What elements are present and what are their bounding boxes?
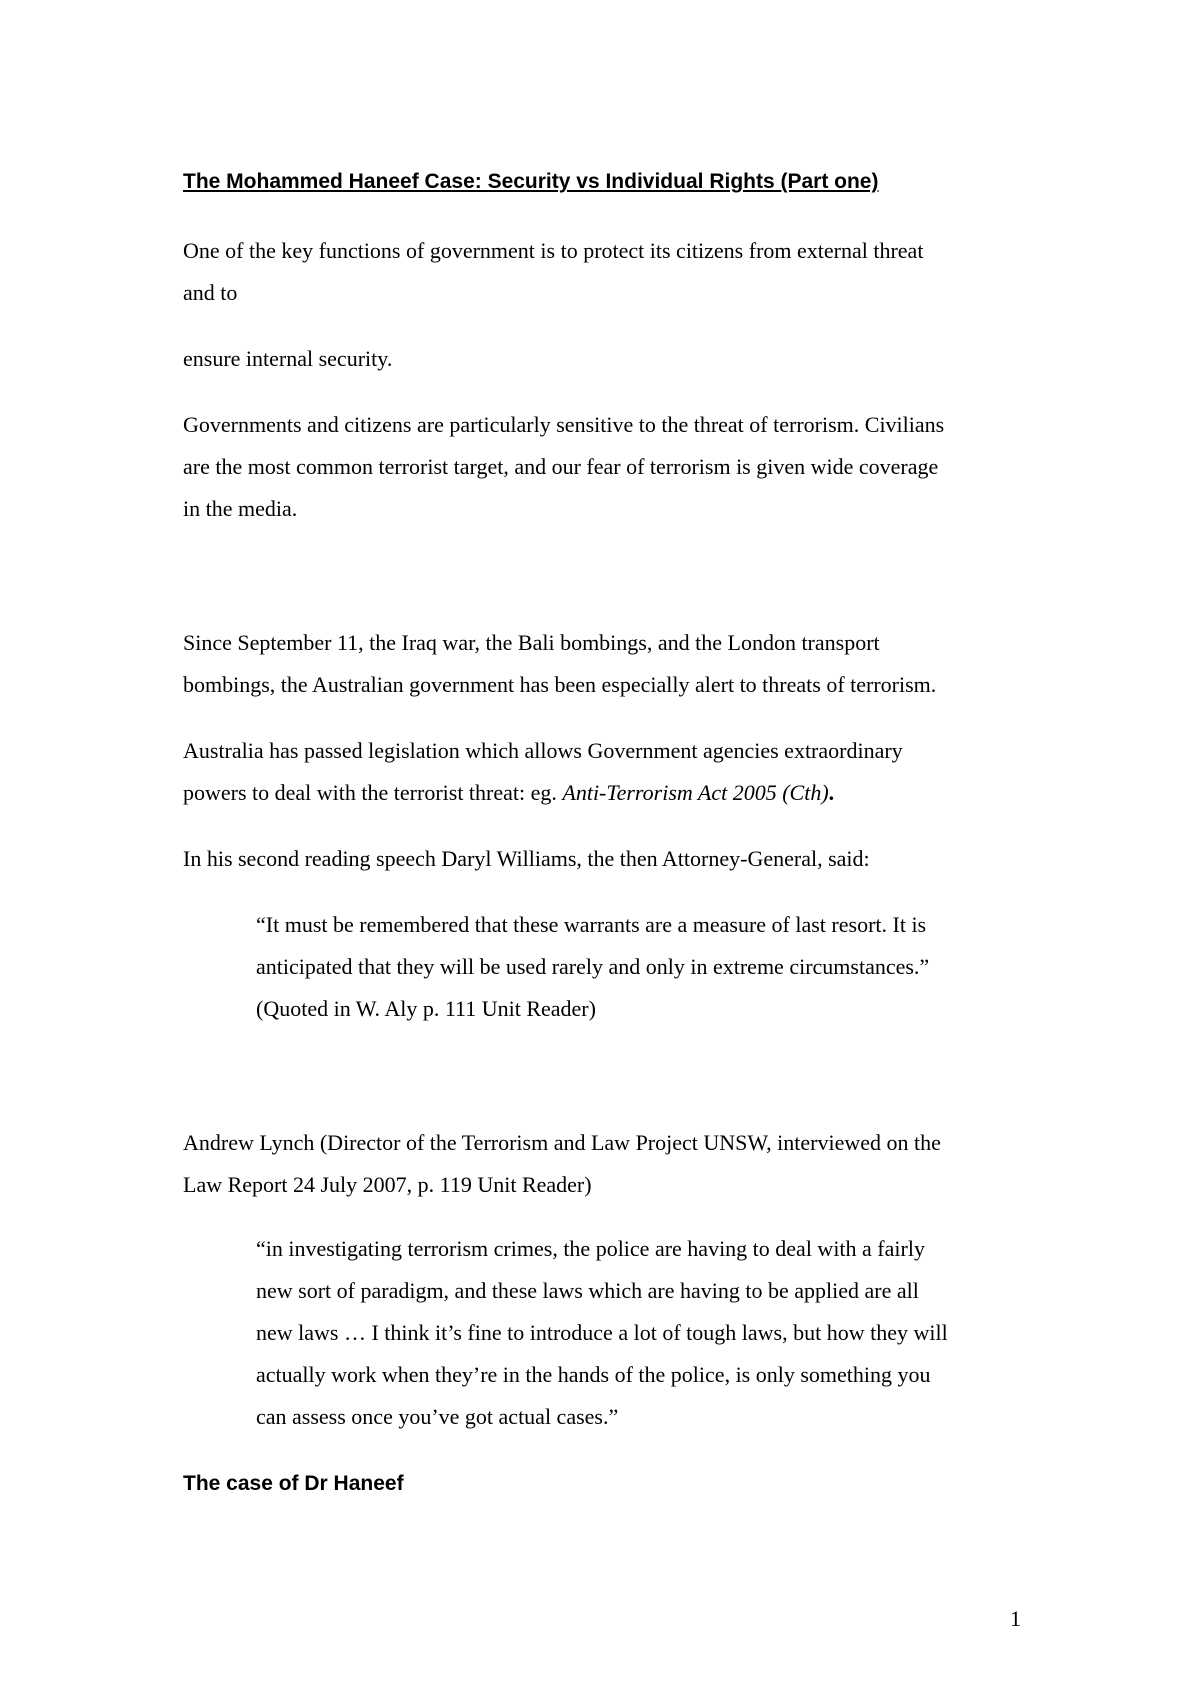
- paragraph-4: [183, 622, 936, 706]
- paragraph-1: [183, 230, 923, 314]
- quote-lynch: [256, 1228, 948, 1438]
- paragraph-5: [183, 730, 903, 814]
- paragraph-1-line-2: and to: [183, 280, 238, 305]
- paragraph-2-line-1: ensure internal security.: [183, 346, 393, 371]
- paragraph-6-line-1: In his second reading speech Daryl Williams, the then Attorney-General, said:: [183, 846, 870, 871]
- paragraph-3-line-3: in the media.: [183, 496, 298, 521]
- paragraph-7: [183, 1122, 941, 1206]
- paragraph-7-line-2: Law Report 24 July 2007, p. 119 Unit Reader): [183, 1172, 592, 1197]
- paragraph-5-line-2-suffix: .: [828, 780, 835, 805]
- quote-2-line-4: actually work when they’re in the hands of the police, is only something you: [256, 1362, 931, 1387]
- act-citation: Anti-Terrorism Act 2005 (Cth): [562, 780, 829, 805]
- page-number: 1: [1010, 1606, 1021, 1631]
- quote-1-line-3: (Quoted in W. Aly p. 111 Unit Reader): [256, 996, 596, 1021]
- paragraph-5-line-1: Australia has passed legislation which allows Government agencies extraordinary: [183, 738, 903, 763]
- document-title-block: [183, 170, 878, 194]
- paragraph-4-line-2: bombings, the Australian government has been especially alert to threats of terrorism.: [183, 672, 937, 697]
- paragraph-6: [183, 838, 870, 880]
- paragraph-4-line-1: Since September 11, the Iraq war, the Bali bombings, and the London transport: [183, 630, 880, 655]
- paragraph-7-line-1: Andrew Lynch (Director of the Terrorism and Law Project UNSW, interviewed on the: [183, 1130, 941, 1155]
- quote-1-line-2: anticipated that they will be used rarely and only in extreme circumstances.”: [256, 954, 930, 979]
- section-heading: The case of Dr Haneef: [183, 1472, 404, 1495]
- document-title: The Mohammed Haneef Case: Security vs Individual Rights (Part one): [183, 170, 879, 193]
- paragraph-3: [183, 404, 944, 530]
- paragraph-3-line-2: are the most common terrorist target, and our fear of terrorism is given wide coverage: [183, 454, 939, 479]
- quote-1-line-1: “It must be remembered that these warrants are a measure of last resort. It is: [256, 912, 927, 937]
- quote-2-line-2: new sort of paradigm, and these laws which are having to be applied are all: [256, 1278, 919, 1303]
- quote-2-line-3: new laws … I think it’s fine to introduce a lot of tough laws, but how they will: [256, 1320, 948, 1345]
- paragraph-1-line-1: One of the key functions of government is to protect its citizens from external threat: [183, 238, 924, 263]
- quote-williams: [256, 904, 929, 1030]
- section-heading-block: [183, 1472, 404, 1496]
- paragraph-5-line-2: [183, 772, 903, 814]
- paragraph-5-line-2-prefix: powers to deal with the terrorist threat: eg.: [183, 780, 563, 805]
- paragraph-3-line-1: Governments and citizens are particularly sensitive to the threat of terrorism. Civilians: [183, 412, 945, 437]
- paragraph-2: [183, 338, 392, 380]
- quote-2-line-1: “in investigating terrorism crimes, the police are having to deal with a fairly: [256, 1236, 925, 1261]
- quote-2-line-5: can assess once you’ve got actual cases.”: [256, 1404, 619, 1429]
